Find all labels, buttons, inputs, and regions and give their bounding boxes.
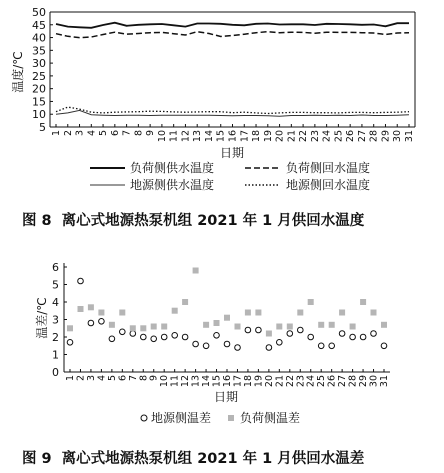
x-tick-label: 5	[98, 130, 110, 137]
x-tick-label: 18	[251, 130, 263, 143]
figure-8-number: 图 8	[22, 213, 52, 229]
y-tick-label: 5	[39, 121, 46, 134]
ground-diff-point	[308, 334, 314, 340]
x-tick-label: 3	[85, 375, 97, 382]
x-tick-label: 26	[345, 130, 357, 143]
load-diff-point	[235, 324, 241, 330]
figure-8-caption	[0, 209, 444, 230]
legend	[90, 160, 370, 192]
y-tick-label: 1	[52, 348, 59, 362]
x-tick-label: 31	[404, 130, 415, 143]
y-tick-label: 15	[32, 95, 46, 109]
x-tick-label: 30	[368, 375, 380, 388]
x-tick-label: 1	[51, 130, 62, 137]
legend-swatch-ground-diff	[141, 415, 147, 421]
x-tick-label: 10	[156, 130, 168, 143]
ground-diff-point	[245, 327, 251, 333]
load-diff-point	[98, 310, 104, 316]
x-tick-label: 30	[392, 130, 404, 143]
figure-8-chart	[0, 0, 444, 200]
ground-diff-point	[172, 333, 178, 339]
x-tick-label: 13	[190, 375, 202, 388]
figure-9-chart	[0, 255, 444, 440]
ground-diff-point	[339, 331, 345, 337]
x-tick-label: 21	[274, 375, 286, 388]
ground-diff-point	[141, 334, 147, 340]
figure-9-caption	[0, 447, 444, 468]
ground-diff-point	[277, 340, 283, 346]
ground-diff-point	[360, 334, 366, 340]
x-tick-label: 29	[358, 375, 370, 388]
x-tick-label: 16	[227, 130, 239, 143]
ground-diff-point	[99, 319, 105, 325]
load-diff-point	[255, 310, 261, 316]
load-diff-point	[329, 322, 335, 328]
y-axis-title: 温差/℃	[35, 297, 49, 339]
x-tick-label: 2	[75, 375, 87, 382]
x-tick-label: 22	[298, 130, 310, 143]
load-diff-point	[360, 299, 366, 305]
legend-label-ground-diff: 地源侧温差	[151, 411, 212, 425]
load-diff-point	[318, 322, 324, 328]
x-tick-label: 22	[284, 375, 296, 388]
ground-diff-point	[371, 331, 377, 337]
y-axis-ticks	[52, 261, 67, 379]
x-tick-label: 8	[138, 375, 150, 382]
ground-diff-point	[224, 341, 230, 347]
series-load-supply-line	[56, 23, 409, 28]
y-tick-label: 5	[52, 278, 59, 292]
y-tick-label: 45	[32, 18, 46, 32]
load-diff-point	[371, 310, 377, 316]
load-diff-point	[140, 325, 146, 331]
series-ground-supply-line	[56, 110, 409, 116]
y-tick-label: 25	[32, 69, 46, 83]
ground-diff-point	[287, 331, 293, 337]
ground-diff-point	[298, 327, 304, 333]
ground-diff-point	[214, 333, 220, 339]
load-diff-point	[276, 324, 282, 330]
load-diff-point	[350, 324, 356, 330]
ground-diff-point	[67, 340, 73, 346]
x-tick-label: 27	[356, 130, 368, 143]
x-tick-label: 14	[203, 130, 215, 143]
ground-diff-point	[256, 327, 262, 333]
y-tick-label: 50	[32, 6, 46, 19]
load-diff-point	[203, 322, 209, 328]
ground-diff-point	[120, 329, 126, 335]
load-diff-point	[245, 310, 251, 316]
x-tick-label: 31	[379, 375, 390, 388]
legend-label-ground-supply: 地源侧供水温度	[130, 178, 215, 192]
load-diff-point	[161, 324, 167, 330]
y-tick-label: 6	[52, 261, 59, 274]
y-tick-label: 35	[32, 44, 46, 58]
x-tick-label: 2	[62, 130, 74, 137]
x-tick-label: 15	[211, 375, 223, 388]
load-diff-point	[287, 324, 293, 330]
x-tick-label: 24	[321, 130, 333, 143]
x-tick-label: 1	[65, 375, 76, 382]
load-diff-point	[297, 310, 303, 316]
y-tick-label: 0	[52, 366, 59, 379]
load-diff-point	[78, 306, 84, 312]
ground-diff-point	[235, 345, 241, 351]
x-axis-title: 日期	[219, 146, 245, 160]
series-lines	[56, 23, 409, 117]
ground-diff-point	[203, 343, 209, 349]
x-tick-label: 20	[274, 130, 286, 143]
load-diff-point	[266, 331, 272, 337]
x-tick-label: 24	[305, 375, 317, 388]
load-diff-point	[151, 324, 157, 330]
x-axis-title: 日期	[213, 390, 239, 404]
ground-diff-point	[78, 278, 84, 284]
x-tick-label: 4	[86, 130, 98, 137]
x-tick-label: 6	[117, 375, 129, 382]
x-tick-label: 13	[192, 130, 204, 143]
x-tick-label: 11	[168, 130, 180, 143]
x-tick-label: 28	[368, 130, 380, 143]
x-tick-label: 19	[253, 375, 265, 388]
ground-diff-point	[318, 343, 324, 349]
load-diff-point	[308, 299, 314, 305]
x-tick-label: 7	[121, 130, 133, 137]
ground-diff-point	[161, 334, 167, 340]
x-tick-label: 12	[180, 130, 192, 143]
x-tick-label: 21	[286, 130, 298, 143]
load-diff-point	[182, 299, 188, 305]
y-tick-label: 10	[32, 108, 46, 122]
x-tick-label: 11	[169, 375, 181, 388]
x-tick-label: 16	[222, 375, 233, 388]
figure-8-title: 离心式地源热泵机组 2021 年 1 月供回水温度	[61, 213, 365, 229]
legend	[141, 410, 300, 425]
ground-diff-point	[151, 336, 157, 342]
load-diff-point	[119, 310, 125, 316]
load-diff-point	[214, 320, 220, 326]
x-tick-label: 25	[316, 375, 328, 388]
ground-diff-point	[182, 334, 188, 340]
x-tick-label: 23	[309, 130, 321, 143]
ground-diff-point	[193, 341, 199, 347]
x-tick-label: 17	[232, 375, 244, 388]
ground-diff-point	[88, 320, 94, 326]
x-tick-label: 4	[96, 375, 108, 382]
x-tick-label: 12	[180, 375, 192, 388]
x-tick-label: 10	[159, 375, 171, 388]
x-tick-label: 15	[215, 130, 227, 143]
x-tick-label: 6	[109, 130, 121, 137]
legend-label-load-return: 负荷侧回水温度	[286, 161, 371, 175]
ground-diff-point	[266, 345, 272, 351]
x-tick-label: 9	[148, 375, 160, 382]
x-tick-label: 3	[74, 130, 86, 137]
legend-label-load-supply: 负荷侧供水温度	[130, 161, 215, 175]
legend-swatch-load-diff	[228, 415, 234, 421]
series-load-return-line	[56, 32, 409, 38]
x-tick-label: 29	[380, 130, 392, 143]
ground-diff-point	[130, 331, 136, 337]
figure-9-number: 图 9	[22, 451, 52, 467]
y-tick-label: 4	[52, 296, 59, 309]
x-tick-label: 8	[133, 130, 145, 137]
y-tick-label: 40	[32, 31, 46, 45]
load-diff-point	[172, 308, 178, 314]
ground-diff-point	[350, 334, 356, 340]
load-diff-point	[109, 322, 115, 328]
load-diff-point	[130, 325, 136, 331]
y-tick-label: 2	[52, 331, 59, 344]
series-ground-return-line	[56, 107, 409, 113]
x-tick-label: 20	[263, 375, 275, 388]
x-tick-label: 5	[106, 375, 118, 382]
legend-label-load-diff: 负荷侧温差	[240, 411, 301, 425]
load-diff-point	[67, 325, 73, 331]
load-diff-point	[193, 268, 199, 274]
ground-diff-point	[329, 343, 335, 349]
y-tick-label: 20	[32, 82, 46, 96]
load-diff-point	[339, 310, 345, 316]
x-tick-label: 7	[127, 375, 139, 382]
x-tick-label: 17	[239, 130, 251, 143]
ground-diff-point	[109, 336, 115, 342]
y-axis-title: 温度/℃	[11, 51, 25, 93]
load-diff-point	[381, 322, 387, 328]
figure-9-title: 离心式地源热泵机组 2021 年 1 月供回水温差	[61, 451, 365, 467]
load-diff-point	[88, 304, 94, 310]
series-markers	[67, 268, 387, 351]
x-tick-label: 18	[242, 375, 254, 388]
y-tick-label: 30	[32, 57, 46, 71]
y-tick-label: 3	[52, 313, 59, 327]
ground-diff-point	[381, 343, 387, 349]
x-tick-label: 23	[295, 375, 307, 388]
x-tick-label: 25	[333, 130, 345, 143]
load-diff-point	[224, 315, 230, 321]
legend-label-ground-return: 地源侧回水温度	[286, 178, 371, 192]
x-tick-label: 26	[326, 375, 338, 388]
x-tick-label: 9	[145, 130, 157, 137]
x-tick-label: 14	[201, 375, 213, 388]
x-tick-label: 27	[337, 375, 349, 388]
x-tick-label: 28	[347, 375, 359, 388]
x-tick-label: 19	[262, 130, 274, 143]
